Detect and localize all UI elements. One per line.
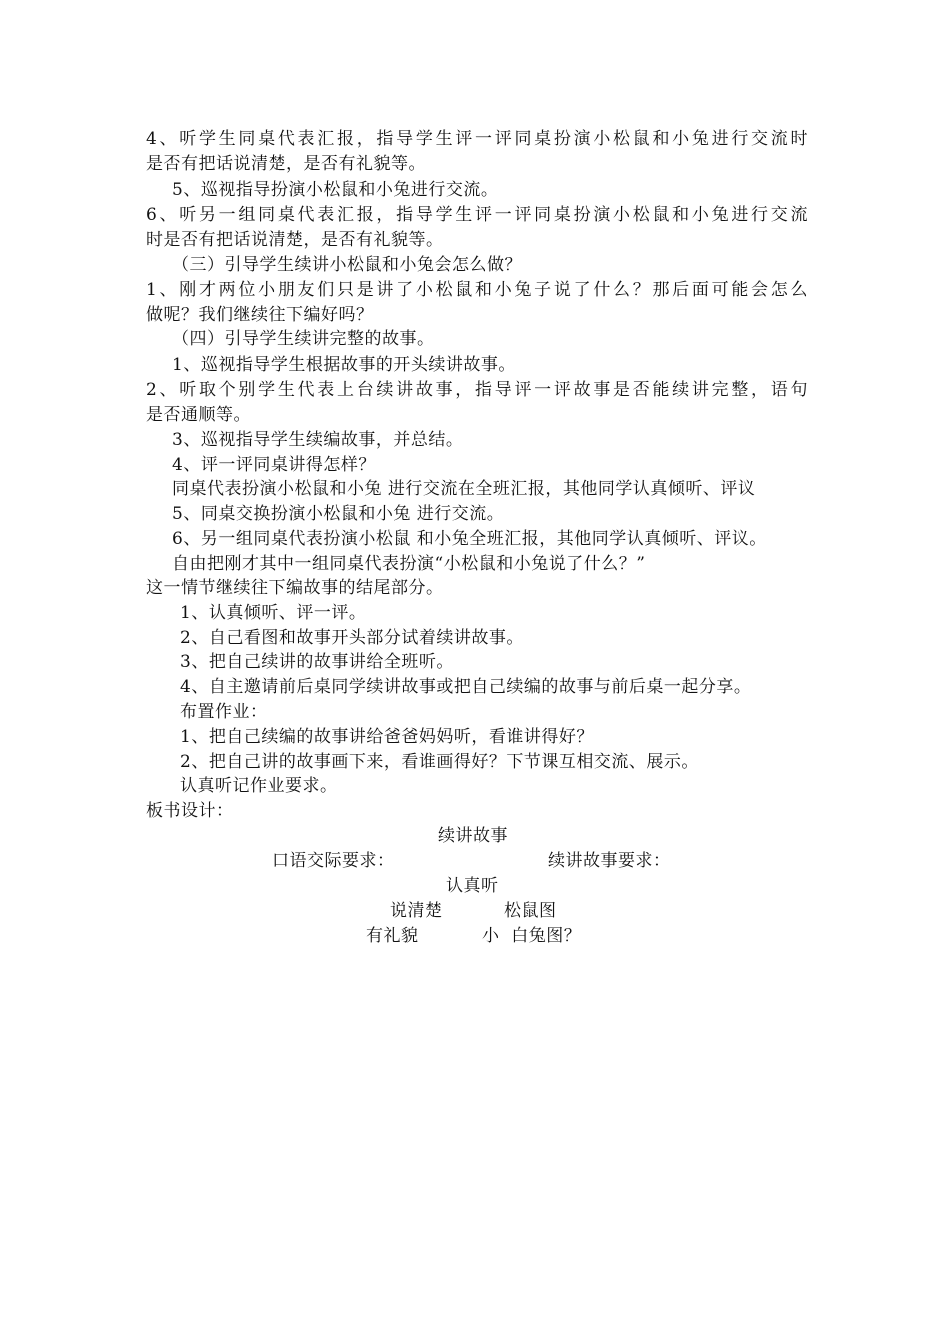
paragraph-line: 时是否有把话说清楚，是否有礼貌等。 [146, 230, 444, 250]
paragraph-line: 4、听学生同桌代表汇报，指导学生评一评同桌扮演小松鼠和小兔进行交流时 [146, 129, 808, 149]
paragraph-line: 3、巡视指导学生续编故事，并总结。 [172, 430, 464, 450]
paragraph-line: 1、认真倾听、评一评。 [180, 603, 367, 623]
board-item: 有礼貌 [366, 926, 419, 946]
board-left-heading: 口语交际要求： [272, 851, 395, 871]
homework-heading: 布置作业： [180, 702, 268, 722]
paragraph-line: 2、听取个别学生代表上台续讲故事，指导评一评故事是否能续讲完整，语句 [146, 380, 808, 400]
paragraph-line: 这一情节继续往下编故事的结尾部分。 [146, 578, 444, 598]
board-item: 说清楚 [390, 901, 443, 921]
section-heading: （四）引导学生续讲完整的故事。 [172, 329, 435, 349]
paragraph-line: 1、把自己续编的故事讲给爸爸妈妈听，看谁讲得好？ [180, 727, 594, 747]
paragraph-line: 认真听记作业要求。 [180, 776, 338, 796]
section-heading: （三）引导学生续讲小松鼠和小兔会怎么做？ [172, 255, 522, 275]
board-item: 松鼠图 [504, 901, 557, 921]
paragraph-line: 6、另一组同桌代表扮演小松鼠 和小兔全班汇报，其他同学认真倾听、评议。 [172, 529, 767, 549]
board-design-heading: 板书设计： [146, 801, 234, 821]
board-title: 续讲故事 [438, 826, 508, 846]
paragraph-line: 是否有把话说清楚，是否有礼貌等。 [146, 154, 426, 174]
paragraph-line: 4、自主邀请前后桌同学续讲故事或把自己续编的故事与前后桌一起分享。 [180, 677, 752, 697]
paragraph-line: 4、评一评同桌讲得怎样？ [172, 455, 376, 475]
paragraph-line: 5、同桌交换扮演小松鼠和小兔 进行交流。 [172, 504, 505, 524]
board-item: 认真听 [446, 876, 499, 896]
paragraph-line: 3、把自己续讲的故事讲给全班听。 [180, 652, 454, 672]
paragraph-line: 做呢？我们继续往下编好吗？ [146, 305, 374, 325]
paragraph-line: 2、把自己讲的故事画下来，看谁画得好？下节课互相交流、展示。 [180, 752, 699, 772]
paragraph-line: 6、听另一组同桌代表汇报，指导学生评一评同桌扮演小松鼠和小兔进行交流 [146, 205, 808, 225]
board-right-heading: 续讲故事要求： [548, 851, 671, 871]
paragraph-line: 自由把刚才其中一组同桌代表扮演“小松鼠和小兔说了什么？” [172, 554, 646, 574]
paragraph-line: 1、巡视指导学生根据故事的开头续讲故事。 [172, 355, 516, 375]
paragraph-line: 1、刚才两位小朋友们只是讲了小松鼠和小兔子说了什么？那后面可能会怎么 [146, 280, 808, 300]
paragraph-line: 2、自己看图和故事开头部分试着续讲故事。 [180, 628, 524, 648]
paragraph-line: 5、巡视指导扮演小松鼠和小兔进行交流。 [172, 180, 499, 200]
paragraph-line: 同桌代表扮演小松鼠和小兔 进行交流在全班汇报，其他同学认真倾听、评议 [172, 479, 756, 499]
paragraph-line: 是否通顺等。 [146, 405, 251, 425]
board-item: 小 白兔图？ [482, 926, 582, 946]
